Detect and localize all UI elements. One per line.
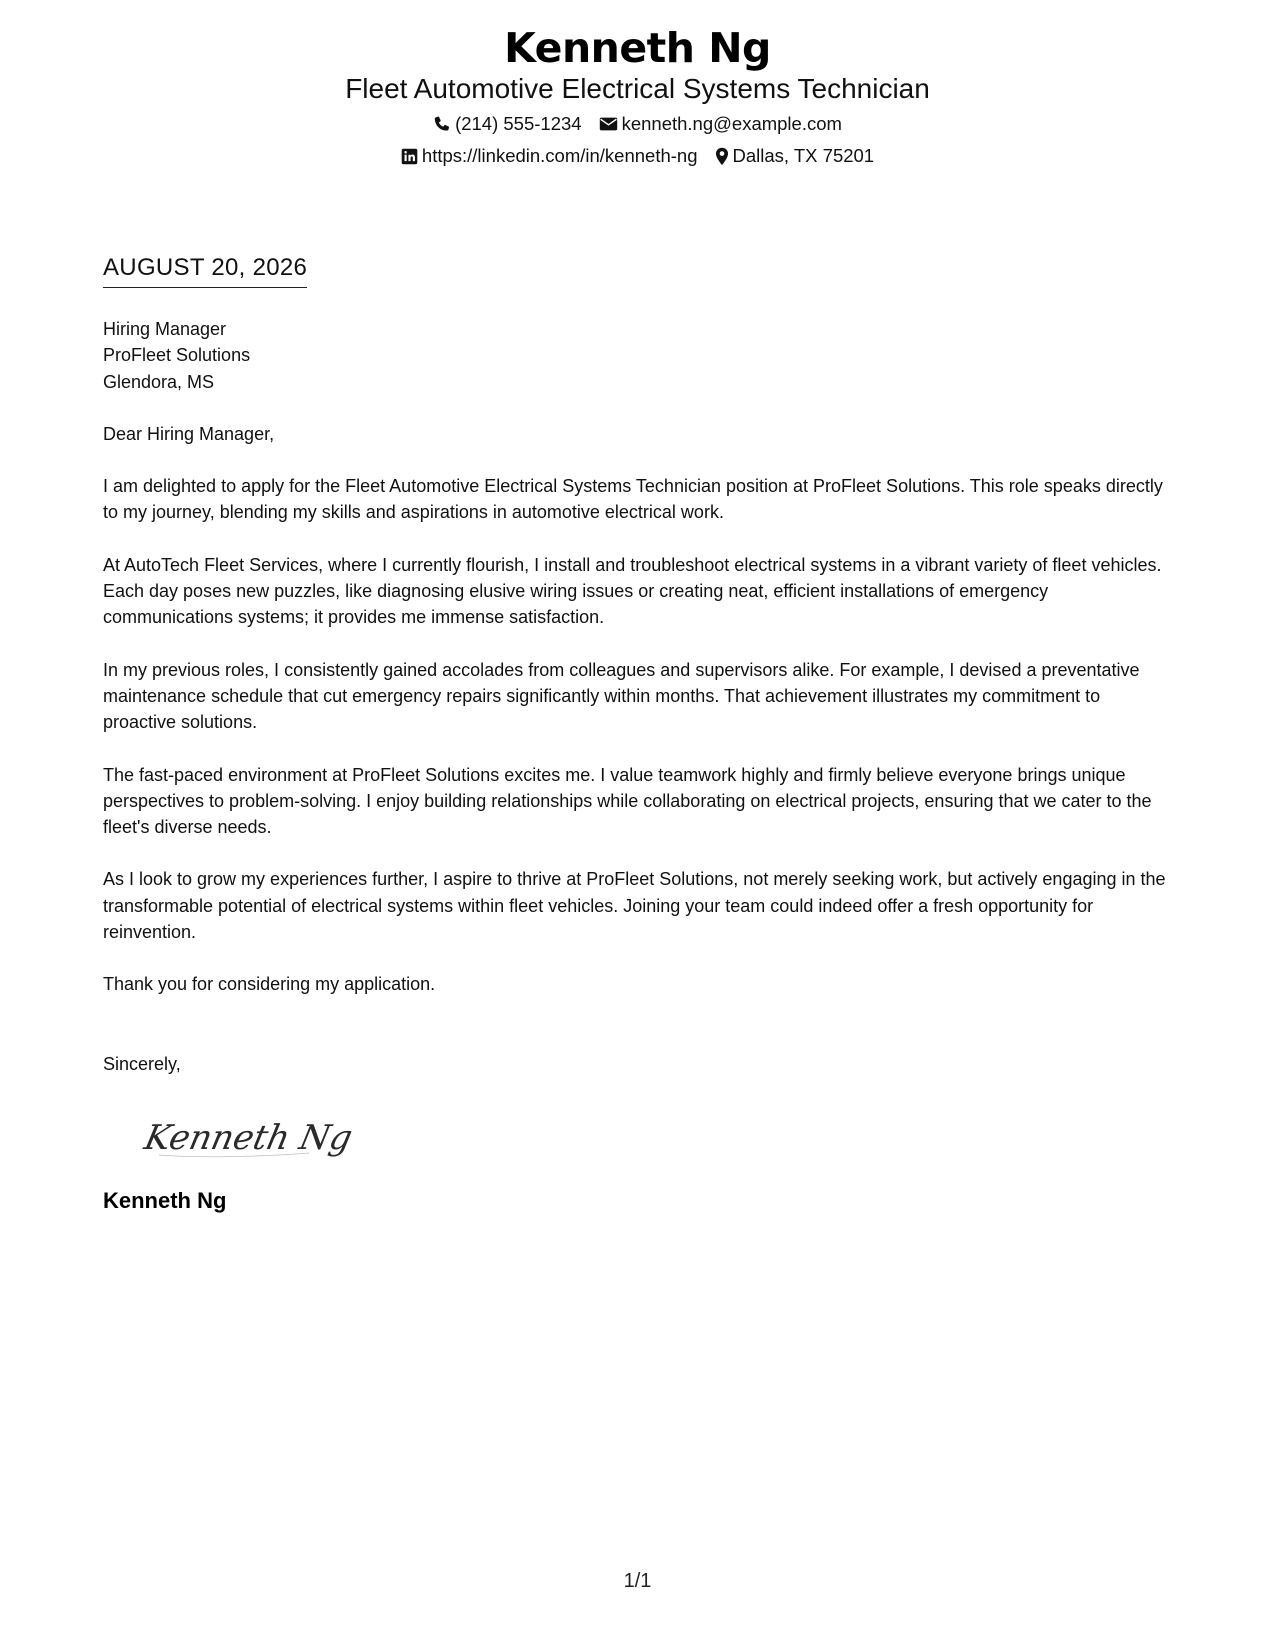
map-marker-icon [715,147,729,166]
contact-row-secondary [0,143,1275,169]
envelope-icon [599,116,618,132]
paragraph-3: In my previous roles, I consistently gained accolades from colleagues and supervisors alike. For example, I devised a preventative maintenance schedule that cut emergency repairs significantly within months. That achievement illustrates my commitment to proactive solutions. [103,659,1140,733]
sender-name: Kenneth Ng [103,1187,227,1213]
letter-header [0,22,1275,169]
paragraph-5: As I look to grow my experiences further, I aspire to thrive at ProFleet Solutions, not merely seeking work, but actively engaging in the transformable potential of electrical systems within fleet vehicles. Joining your team could indeed offer a fresh opportunity for reinvention. [103,869,1166,943]
contact-linkedin[interactable] [401,143,698,169]
letter-body [103,316,1173,1215]
handwritten-signature [139,1111,1173,1163]
closing: Sincerely, [103,1053,181,1074]
linkedin-url[interactable]: https://linkedin.com/in/kenneth-ng [421,145,698,166]
recipient-line-1: Hiring Manager [103,319,227,339]
contact-location [715,143,875,169]
paragraph-4: The fast-paced environment at ProFleet Solutions excites me. I value teamwork highly and firmly believe everyone brings unique perspectives to problem-solving. I enjoy building relationships while collaborating on electrical projects, ensuring that we cater to the fleet's diverse needs. [103,764,1152,838]
contact-phone [433,111,582,137]
recipient-line-2: ProFleet Solutions [103,345,251,366]
recipient-line-3: Glendora, MS [103,371,215,392]
phone-number: (214) 555-1234 [455,113,582,134]
page-number: 1/1 [623,1570,652,1592]
location-text: Dallas, TX 75201 [732,145,875,166]
paragraph-6: Thank you for considering my application. [103,974,436,995]
email-address[interactable]: kenneth.ng@example.com [621,113,842,134]
contact-email[interactable] [599,111,842,137]
phone-icon [433,115,451,133]
signature-image: Kenneth Ng [141,1118,356,1158]
paragraph-1: I am delighted to apply for the Fleet Automotive Electrical Systems Technician position at ProFleet Solutions. This role speaks directly to my journey, blending my skills and aspirations in automotive electrical work. [103,476,1163,523]
linkedin-icon [401,148,418,165]
paragraph-2: At AutoTech Fleet Services, where I currently flourish, I install and troubleshoot electrical systems in a vibrant variety of fleet vehicles. Each day poses new puzzles, like diagnosing elusive wiring issues or creating neat, efficient installations of emergency communications systems; it provides me immense satisfaction. [103,554,1162,628]
applicant-name: Kenneth Ng [504,24,771,72]
job-title: Fleet Automotive Electrical Systems Technician [345,73,930,104]
contact-row-primary [0,111,1275,137]
recipient-address [103,316,1173,395]
salutation: Dear Hiring Manager, [103,423,275,444]
letter-date-block [103,253,307,288]
letter-date: AUGUST 20, 2026 [103,253,307,288]
